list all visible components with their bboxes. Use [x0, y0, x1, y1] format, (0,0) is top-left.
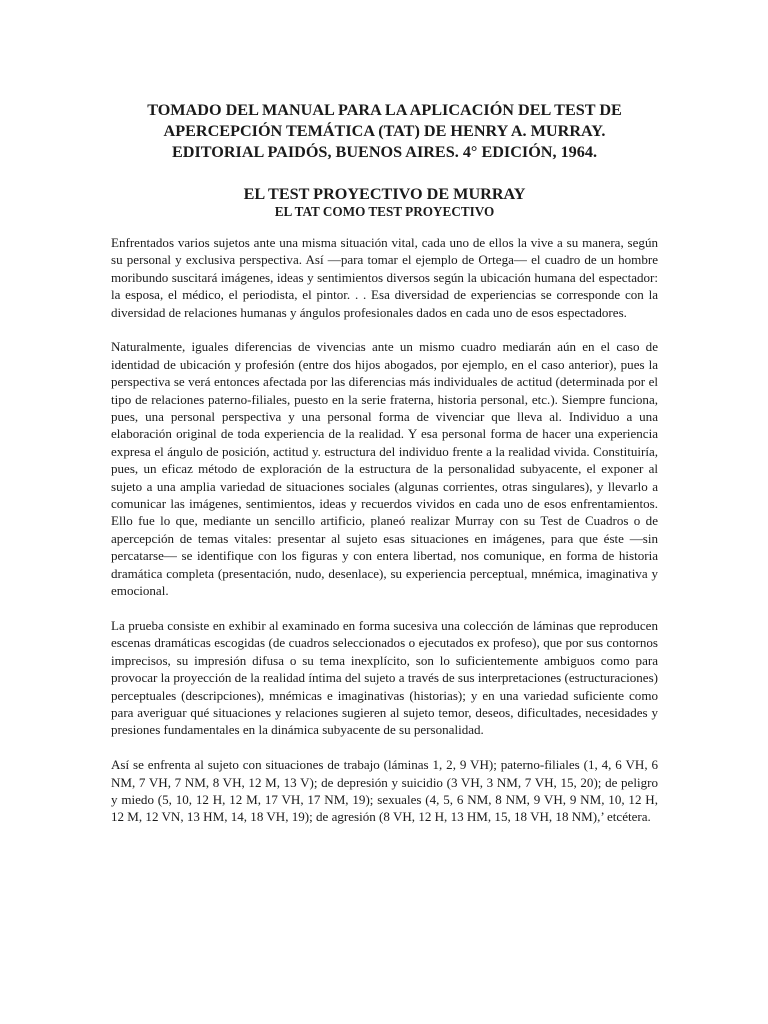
document-page: [111, 100, 658, 843]
body-paragraph: La prueba consiste en exhibir al examinado en forma sucesiva una colección de láminas que reproducen escenas dramáticas escogidas (de cuadros seleccionados o ejecutados ex profeso), que por sus contornos imprecisos, su impresión difusa o su tema inexplícito, son lo suficientemente ambiguos como para provocar la proyección de la realidad íntima del sujeto a través de sus interpretaciones (estructuraciones) perceptuales (descripciones), mnémicas e imaginativas (historias); y en una variedad suficiente como para averiguar qué situaciones y relaciones sugieren al sujeto temor, deseos, dificultades, necesidades y presiones fundamentales en la dinámica subyacente de su personalidad.: [111, 617, 658, 738]
body-paragraph: Enfrentados varios sujetos ante una misma situación vital, cada uno de ellos la vive a su manera, según su personal y exclusiva perspectiva. Así —para tomar el ejemplo de Ortega— el cuadro de un hombre moribundo suscitará imágenes, ideas y sentimientos diversos según la ubicación humana del espectador: la esposa, el médico, el periodista, el pintor. . . Esa diversidad de experiencias se corresponde con la diversidad de relaciones humanas y ángulos profesionales dados en cada uno de esos espectadores.: [111, 235, 658, 320]
source-header: [111, 100, 658, 163]
source-header-line: EDITORIAL PAIDÓS, BUENOS AIRES. 4° EDICIÓN, 1964.: [171, 143, 598, 161]
document-subtitle: EL TAT COMO TEST PROYECTIVO: [274, 204, 495, 219]
body-paragraph: Naturalmente, iguales diferencias de vivencias ante un mismo cuadro mediarán aún en el caso de identidad de ubicación y profesión (entre dos hijos abogados, por ejemplo, en el caso anterior), pues la perspectiva se verá entonces afectada por las diferencias más individuales de actitud (determinada por el tipo de relaciones paterno-filiales, puesto en la serie fraterna, historia personal, etc.). Siempre funciona, pues, una personal perspectiva y una personal forma de vivenciar que lleva al. Individuo a una elaboración original de toda experiencia de la realidad. Y esa personal forma de hacer una experiencia expresa el ángulo de posición, actitud y. estructura del individuo frente a la realidad vivida. Constituiría, pues, un eficaz método de exploración de la estructura de la personalidad subyacente, el exponer al sujeto a una amplia variedad de situaciones sociales (algunas corrientes, otras singulares), y llevarlo a comunicar las imágenes, sentimientos, ideas y recuerdos vividos en cada uno de esos enfrentamientos. Ello fue lo que, mediante un sencillo artificio, planeó realizar Murray con su Test de Cuadros o de apercepción de temas vitales: presentar al sujeto esas situaciones en imágenes, para que éste —sin percatarse— se identifique con los figuras y con entera libertad, nos comunique, en forma de historia dramática completa (presentación, nudo, desenlace), su experiencia perceptual, mnémica, imaginativa y emocional.: [111, 339, 658, 599]
source-header-line: TOMADO DEL MANUAL PARA LA APLICACIÓN DEL TEST DE: [147, 101, 622, 119]
document-title: EL TEST PROYECTIVO DE MURRAY: [243, 185, 526, 203]
body-paragraph: Así se enfrenta al sujeto con situaciones de trabajo (láminas 1, 2, 9 VH); paterno-filiales (1, 4, 6 VH, 6 NM, 7 VH, 7 NM, 8 VH, 12 M, 13 V); de depresión y suicidio (3 VH, 3 NM, 7 VH, 15, 20); de peligro y miedo (5, 10, 12 H, 12 M, 17 VH, 17 NM, 19); sexuales (4, 5, 6 NM, 8 NM, 9 VH, 9 NM, 10, 12 H, 12 M, 12 VN, 13 HM, 14, 18 VH, 19); de agresión (8 VH, 12 H, 13 HM, 15, 18 VH, 18 NM),’ etcétera.: [111, 757, 658, 825]
source-header-line: APERCEPCIÓN TEMÁTICA (TAT) DE HENRY A. MURRAY.: [163, 122, 606, 140]
